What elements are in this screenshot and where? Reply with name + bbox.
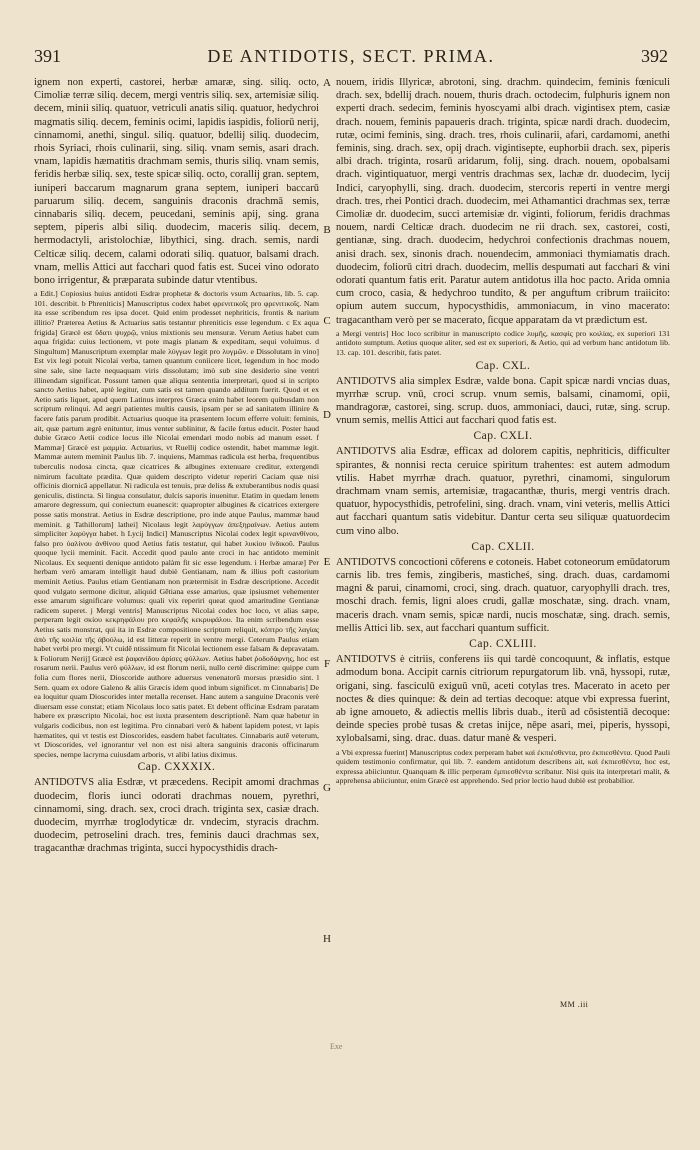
- chapter-heading: Cap. CXLI.: [473, 430, 533, 443]
- chapter-heading: Cap. CXXXIX.: [137, 761, 216, 774]
- chapter-heading: Cap. CXL.: [475, 359, 531, 372]
- chapter-heading: Cap. CXLII.: [471, 540, 535, 553]
- margin-letter: A: [323, 77, 331, 89]
- margin-letter: B: [323, 224, 331, 236]
- margin-letter: F: [323, 658, 331, 670]
- body-paragraph: ANTIDOTVS alia Esdræ, efficax ad dolorem capitis, nephriticis, difficulter spirantes, & nonnisi recta ceruice spiritum trahentes: est autem admodum vtilis. Habet myrrhæ drach. quatuor, pyrethri, cinamomi, singulorum drachmam vnam semis, artemisiæ, tragacanthæ, thuris, mergi ventris drach. quatuor, hypocysthidis, petrofelini, sing. drach. vnam, vini veteris, mellis Attici aut facchari quantum satis videbitur. Dantur certa seu siliquæ quatuordecim cum vino albo.: [336, 446, 670, 537]
- running-title: DE ANTIDOTIS, SECT. PRIMA.: [207, 46, 495, 66]
- annotation-note: a Vbi expressa fuerint] Manuscriptus codex perperam habet καὶ ἐκπιέσθεντα, pro ἐκπιεσθέντα. Quod Pauli quidem testimonio confirmatur, qui lib. 7. eandem antidotum describens ait, καὶ ἐκπιεσθέντα, hoc est, expressa abiiciuntur. Quanquam & illic perperam ἐμπιεσθέντα scribatur. Nisi quis ita interpretari malit, & apprehensa abiiciuntur, enim Græcè est apprehendo. Sed prior lectio haud dubiè est probabilior.: [336, 747, 670, 786]
- page-number-left: 391: [34, 46, 61, 66]
- margin-letter: C: [323, 315, 331, 327]
- margin-letter: H: [323, 933, 331, 945]
- printer-mark: Exe: [330, 1042, 343, 1051]
- right-text-column: [336, 76, 670, 996]
- annotation-note: a Mergi ventris] Hoc loco scribitur in manuscripto codice λυμῆς, κασφίς pro κοιλίας, ex superiori 131 antidoto sumptum. Aetius quoque aliter, sed est ex superiori, & Aetio, qui ad verbum hanc antidotum lib. 13. cap. 101. describit, fatis patet.: [336, 328, 670, 358]
- margin-letter: D: [323, 409, 331, 421]
- body-paragraph: ANTIDOTVS alia Esdræ, vt præcedens. Recipit amomi drachmas duodecim, floris iunci odorati drachmas nouem, pyrethri, cinnamomi, sing. drach. sex, croci drach. triginta sex, casiæ drach. duodecim, myrrhæ troglodyticæ dr. vndecim, styracis drachm. duodecim, petroselini drach. tres, feminis dauci drachmas sex, tragacanthæ drachmas triginta, succi hypocysthidis drach-: [34, 777, 319, 855]
- body-paragraph: ANTIDOTVS alia simplex Esdræ, valde bona. Capit spicæ nardi vncias duas, myrrhæ scrup. vnū, croci scrup. vnum semis, balsami, cinamomi, opii, mandragoræ, castorei, sing. scrup. duos, ammoniaci, dauci, rutæ, sing. scrup. vnum semis, mellis Attici aut facchari quod fatis est.: [336, 375, 670, 427]
- annotation-note: a Edit.] Copiosius huius antidoti Esdræ prophetæ & doctoris vsum Actuarius, lib. 5. cap. 101. describit. b Phreniticis] Manuscriptus codex habet φρενιτικοῖς pro φρενιτικοῖς. Nam ita esse scribendum res ipsa docet. Quid enim prodesset nephriticis, frontis & narium illitio? Præterea Aetius & Actuarius satis testantur phreniticis esse legendum. c Ex aqua frigida] Græcè est ὕδατι ψυχρῷ, vnius mixtionis seu mensuræ. Verum Aetius habet cum aqua frigida: cuius lectionem, vt pote magis planam & expeditam, sequi voluimus. d Singultum] Manuscriptum exemplar male λύγγων legit pro λυγμῶν. e Dissolutam in vino] Est vix legi potuit Nicolai verba, tamen quantum coniicere licet, legendum in hoc modo sine sale, sine lacte nequaquam viris dissolutam; imò sub sine desiderio sine ventri illinendam significat. Possunt tamen quæ aliqua sententia interpretari, quod si in scripto sancto Aetius habet, aptè legitur, cum satis est tamen quando additum fuerit. Quod et ex Aetio satis liquet, apud quem Latinus interpres Græca enim habet leorem quibusdam non scriptum relinqui. Ad aegri patientes multis causis, ipsam per se ad sanitatem illinire & facere fatis parum prodibit. Actuarius quoque ita præsentem locum efferre voluit: feminis, ait, quæ partum ægrè enituntur, imus venter sublinitur, & facile fœtus educit. Poster haud dubie Græco Aetii codice locus ille Nicolai emendari modo nobis ad manum esset. f Mammæ] Græcè est μαμμία. Actuarius, vt Ruellij codice ostendit, habet mammæ legit. Mammæ autem meminit Paulus lib. 7. inquiens, Mammas radicula est herba, frequentibus tuberculis nodosa cincta, quæ cicatrices & albugines extenuare creditur, extergendi nimirum facultate prædita. Quæ quidem descripto videtur reperiri Caciam quæ nisi officinis diornicā appellatur. Ni radicula est tenuis, præ deliss & extuberantibus nodis quasi geniculis, distincta. Si lingua consulatur, dulcis saporis inuenitur. Etatim in quedam lenem amarore degressum, qui coniectum euanescit: quapropter albugines & cicatrices extergere posse satis monstrat. Aetius in Esdræ descriptione, pro inde atque Paulus, mammæ haud meminit. g Tathillorum] lathei] Nicolaus legit λαρύγγων ἀπεξηραίνων. Aetius autem simpliciter λαρύγγα habet. h Lycij Indici] Manuscriptus Nicolai codex legit κρινανθίνου, falso pro ὑαλίνου ἀνθίνου quod Aetius fatis testatur, qui habet λυκίου ἰνδικοῦ. Paulus quoque lycii meminit. Facit. Accedit quod paulo ante croci in hac antidoto meminit Nicolaus. Ex sequenti denique antidoto palàm fit sic esse legendum. i Herbæ amaræ] Per herbam verò amaram intelligit haud dubiè Gentianam, nam & illius poft castorium meminit Aetius. Paulus etiam Gentianam non prætermisit in Esdræ descriptione. Accedit quod vulgato sermone dicitur, aliquid Gētiana esse amarius, quæ ipsiusmet vehementer esse amarum significare volumus: quali vix reperiri queat quod amaritudine Gentianæ radicem superet. j Mergi ventris] Manuscriptus Nicolai codex hoc loco, vt alias sæpe, perperam legit σκίου κεκρηφάλου pro κεφαλῆς κεκρυφάλου. Ita enim scribendum esse Aetius satis monstrat, qui ita in Esdræ compositione scriptum reliquit, κόπτρο τῆς λαγίας ἀπὸ τῆς κοιλία τῆς ἀβούλω, id est litteræ reperit in ventre mergi. Ceterum Paulus etiam habet verbi pro mergi. Vt cuidē ntissimum fit Nicolai lectionem esse falsam & depravatam. k Foliorum Nerij] Græcè est ῥαφανίδου ἀρίσες φύλλων. Aetius habet ῥοδοδάφνης, hoc est rosarum nerii. Paulus verò φύλλων, id est florum nerii, nullo certè discrimine: quippe cum folia cum flores nerii, Dioscoride authore aduersus venenatorū morsus præsidio sint. l Sem. quam ex odore Galeno & aliis Græcis idem quod inbum significet. m Cinnabaris] De ea loquitur quam Dioscorides inter metalla recenset. Hanc autem a sanguine Draconis verè diuersam esse constat; etiam Nicolaus loco satis patet. Et debent officinæ Esdram paratam habere ex præscripto Nicolai, hoc est iuxta præsentem descriptionē. Nam quæ habetur in vulgaris codicibus, non est legitima. Pro cinnabari verò & habent lapidem potest, vt lapis hæmatites, qui vt testis est Dioscorides, easdem habet facultates. Cinnabaris autē veterum, vt Dioscorides, vel ignorantur vel non est nisi altera sanguinis draconis officinarum species, nempe lacryma cuiusdam arboris, vt alibi latius diximus.: [34, 289, 319, 759]
- chapter-heading: Cap. CXLIII.: [469, 638, 537, 651]
- body-paragraph: nouem, iridis Illyricæ, abrotoni, sing. drachm. quindecim, feminis fœniculi drach. sex, bdellij drach. nouem, thuris drach. octodecim, fulphuris ignem non experti drach. sedecim, feminis hyoscyami albi drach. vigintisex ptem, casiæ drach. nouem, feminis papaueris drach. triginta, spicæ nardi drach. duodecim, rutæ, ocimi feminis, sing. drach. tres, rhois culinarii, afari, cardamomi, anethi feminis, sing. drach. sex, opij drach. vigintisepte, euphorbii drach. sex, piperis albi drach. triginta, rosarū aridarum, folij, sing. drach. nouem, opobalsami drach. vigintiquatuor, mergi ventris drachmas sex, lachæ dr. duodecim, lycij Indici, caryophylli, sing. drach. duodecim, stercoris reperti in ventre mergi drach. tres, rhei Pontici drach. duodecim, mei Athamantici drachmas sex, terræ Cimoliæ dr. duodecim, succi artemisiæ dr. viginti, foliorum, feridis drachmas nouem, nardi Celticæ drach. duodecim ne rii drach. sex, castorei, costi, gentianæ, sing. drach. duodecim, hedychroi confectionis drachmas nouem, anisi drach. sex, sinonis drach. nouendecim, ammoniaci thymiamatis drach. duodecim, foliorū citri drach. duodecim, mellis despumati aut facchari & vini odorati quantum fatis erit. Paratur autem antidotus illa hoc pacto. Arida omnia cum croco, casia, & hedychroo tundito, & per anguftum cribrum traiicito: opium autem succum, hypocysthidis, ammoniacum, in vino macerato: tragacantham verò per se macerato, ſicque apparatam da vt prædictum est.: [336, 77, 670, 326]
- margin-letter: E: [323, 556, 331, 568]
- body-paragraph: ignem non experti, castorei, herbæ amaræ, sing. siliq. octo, Cimoliæ terræ siliq. decem, mergi ventris siliq. sex, artemisiæ siliq. decem, minii siliq. quatuor, vetriculi anatis siliq. quatuor, hedychroi magmatis siliq. decem, feminis ocimi, lapidis iaspidis, foliorū nerij, cinnamomi, anethi, singul. siliq. quatuor, bdellij siliq. duodecim, rhois Syriaci, rhois culinarii, sing. siliq. vnam semis, asari drach. vnam, lapidis hæmatitis drachmam semis, thuris siliq. vnam semis, feridis herbæ siliq. sex, teste spicæ siliq. octo, corallij gran. septem, iuniperi baccarum magnarum grana septem, iuniperi baccarū paruarum siliq. decem, sanguinis draconis drachmā semis, cinnabaris siliq. decem, peucedani, seminis apij, sing. grana septem, piperis albi siliq. duodecim, maceris siliq. decem, hermodactyli, aristolochiæ, libythici, sing. drach. semis, nardi Celticæ siliq. decem, calami odorati siliq. quatuor, balsami drach. vnam, mellis Attici aut facchari quod fatis est. Sucei vino odorato bono irrigentur, & præparata subinde datur vtentibus.: [34, 77, 319, 287]
- margin-letter: G: [323, 782, 331, 794]
- signature-mark: MM .iii: [560, 1000, 589, 1009]
- body-paragraph: ANTIDOTVS concoctioni cōferens e cotoneis. Habet cotoneorum emūdatorum carnis lib. tres femis, zingiberis, masticheś, sing. drach. duas, cardamomi magni & parui, cinamomi, croci, sing. drach. quatuor, caryophylli drach. tres, moschi drach. femis, ligni aloes crudi, gallæ moschatæ, sing. drach. vnam, maceris drach. vnam semis, spicæ nardi, nucis moschatæ, sing. drach. semis, mellis Attici lib. sex, aut facchari quantum sufficit.: [336, 556, 670, 634]
- page-number-right: 392: [641, 46, 668, 66]
- body-paragraph: ANTIDOTVS è citriis, conferens iis qui tardè concoquunt, & inflatis, estque admodum bona. Accipit carnis citriorum repurgatorum lib. vnā, hyssopi, rutæ, origani, sing. fasciculū exiguū vnū, aceti cotylas tres. Macerato in aceto per noctes & dies quinque: & dein ad tertias decoque: atque vbi expressa fuerint, ab igne amoueto, & adiectis mellis libris duab., iterū ad cōsistentiā decoque: deinde species probè tusas & cretas inijce, nēpe asari, mei, piperis, hyssopi, xylobalsami, sing. drac. duas. datur manè & vesperi.: [336, 654, 670, 745]
- left-text-column: [34, 76, 319, 1020]
- running-header: [34, 46, 668, 70]
